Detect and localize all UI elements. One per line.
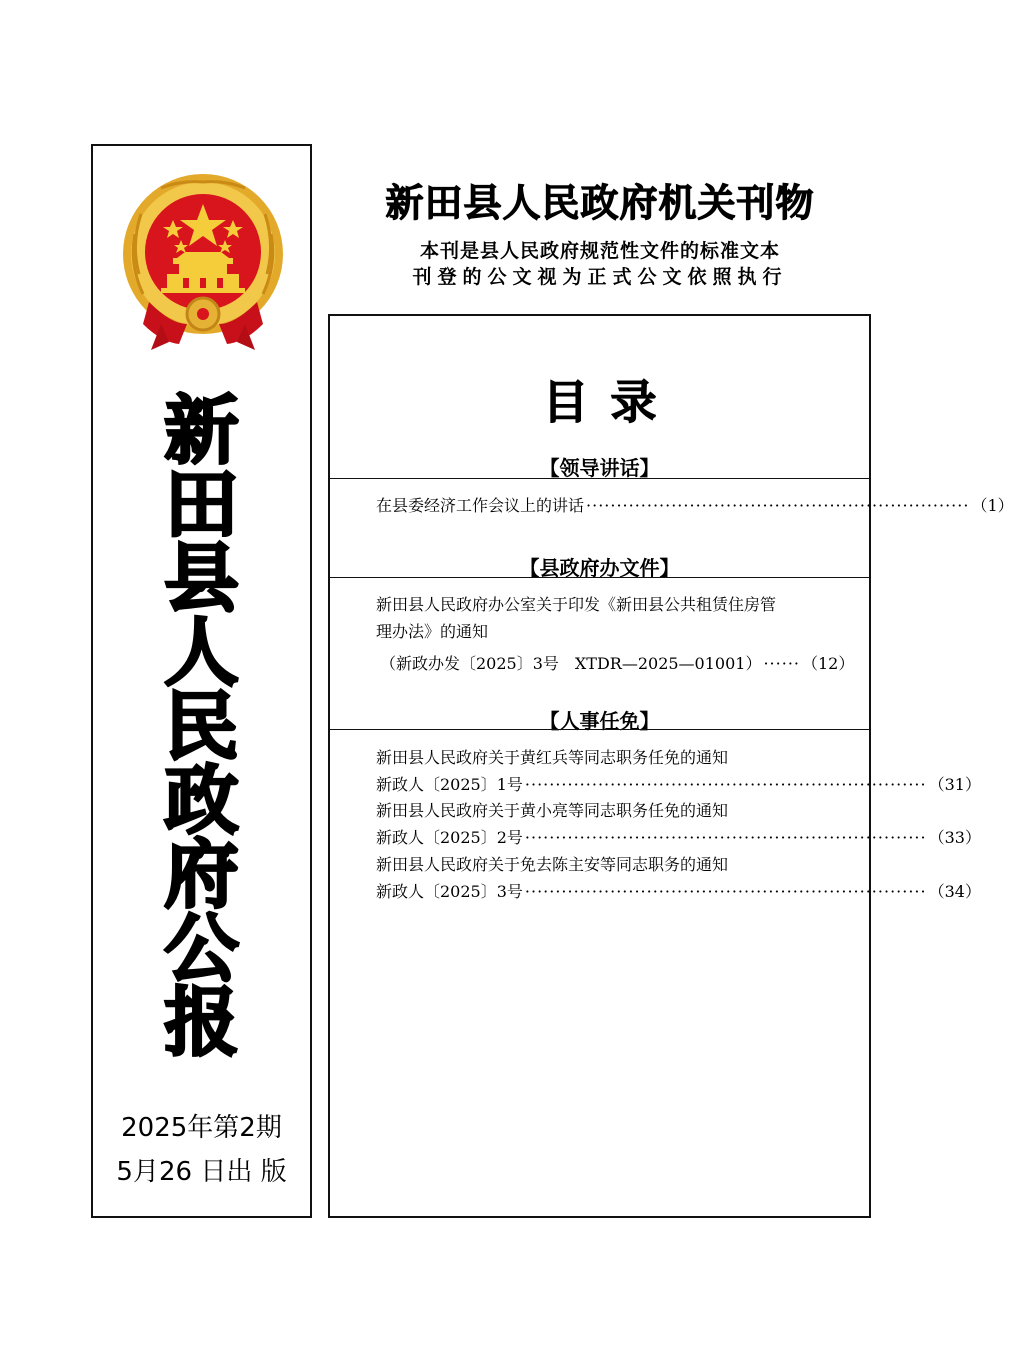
table-of-contents: [328, 314, 1014, 1218]
dot-leader: ·······························································: [586, 496, 970, 515]
section-heading-personnel: 【人事任免】: [539, 709, 660, 733]
entry-title: 在县委经济工作会议上的讲话: [376, 496, 585, 515]
divider: [330, 478, 869, 479]
toc-entry-line[interactable]: 新田县人民政府关于黄小亮等同志职务任免的通知: [376, 801, 729, 820]
section-heading-county-office-docs: 【县政府办文件】: [519, 556, 680, 580]
toc-entry: [376, 882, 981, 902]
masthead-subtitle: 刊登的公文视为正式公文依照执行: [412, 266, 788, 288]
dot-leader: ··································································: [524, 828, 927, 847]
title-char: 报: [164, 980, 239, 1066]
doc-number: 新政人〔2025〕3号: [376, 882, 523, 901]
divider: [330, 729, 869, 730]
section-heading-leader-speech: 【领导讲话】: [539, 456, 660, 480]
entry-page: （34）: [928, 882, 981, 901]
toc-entry: [376, 828, 981, 848]
left-banner: [91, 144, 312, 1218]
masthead-subtitle: 本刊是县人民政府规范性文件的标准文本: [419, 240, 780, 262]
dot-leader: ··································································: [524, 775, 927, 794]
doc-number: 新政人〔2025〕2号: [376, 828, 523, 847]
masthead-title: 新田县人民政府机关刊物: [385, 180, 815, 225]
entry-page: （33）: [928, 828, 981, 847]
entry-page: （12）: [801, 654, 855, 673]
title-char: 公: [164, 906, 239, 992]
publish-date: 5月26 日出 版: [116, 1157, 287, 1187]
dot-leader: ··································································: [524, 882, 927, 901]
toc-title: 目录: [542, 375, 679, 429]
toc-entry-line: 理办法》的通知: [376, 622, 489, 641]
issue-number: 2025年第2期: [121, 1113, 282, 1143]
toc-entry: [376, 775, 981, 795]
title-char: 民: [164, 684, 239, 770]
entry-page: （1）: [971, 496, 1014, 515]
issue-info: [93, 1106, 310, 1194]
title-char: 县: [164, 536, 239, 622]
toc-entry[interactable]: [376, 496, 1014, 516]
toc-entry-line[interactable]: 新田县人民政府办公室关于印发《新田县公共租赁住房管: [376, 595, 777, 614]
title-char: 府: [164, 832, 239, 918]
national-emblem-icon: [121, 174, 286, 352]
doc-number: 新政人〔2025〕1号: [376, 775, 523, 794]
title-char: 新: [164, 388, 239, 474]
gazette-vertical-title: [93, 388, 310, 1066]
dot-leader: ······: [763, 654, 800, 673]
entry-page: （31）: [928, 775, 981, 794]
toc-entry: [380, 654, 855, 674]
toc-entry-line[interactable]: 新田县人民政府关于免去陈主安等同志职务的通知: [376, 855, 729, 874]
title-char: 人: [164, 610, 239, 696]
title-char: 政: [164, 758, 239, 844]
doc-number: （新政办发〔2025〕3号 XTDR—2025—01001）: [380, 654, 762, 673]
divider: [330, 577, 869, 578]
title-char: 田: [164, 462, 239, 548]
toc-entry-line[interactable]: 新田县人民政府关于黄红兵等同志职务任免的通知: [376, 748, 729, 767]
